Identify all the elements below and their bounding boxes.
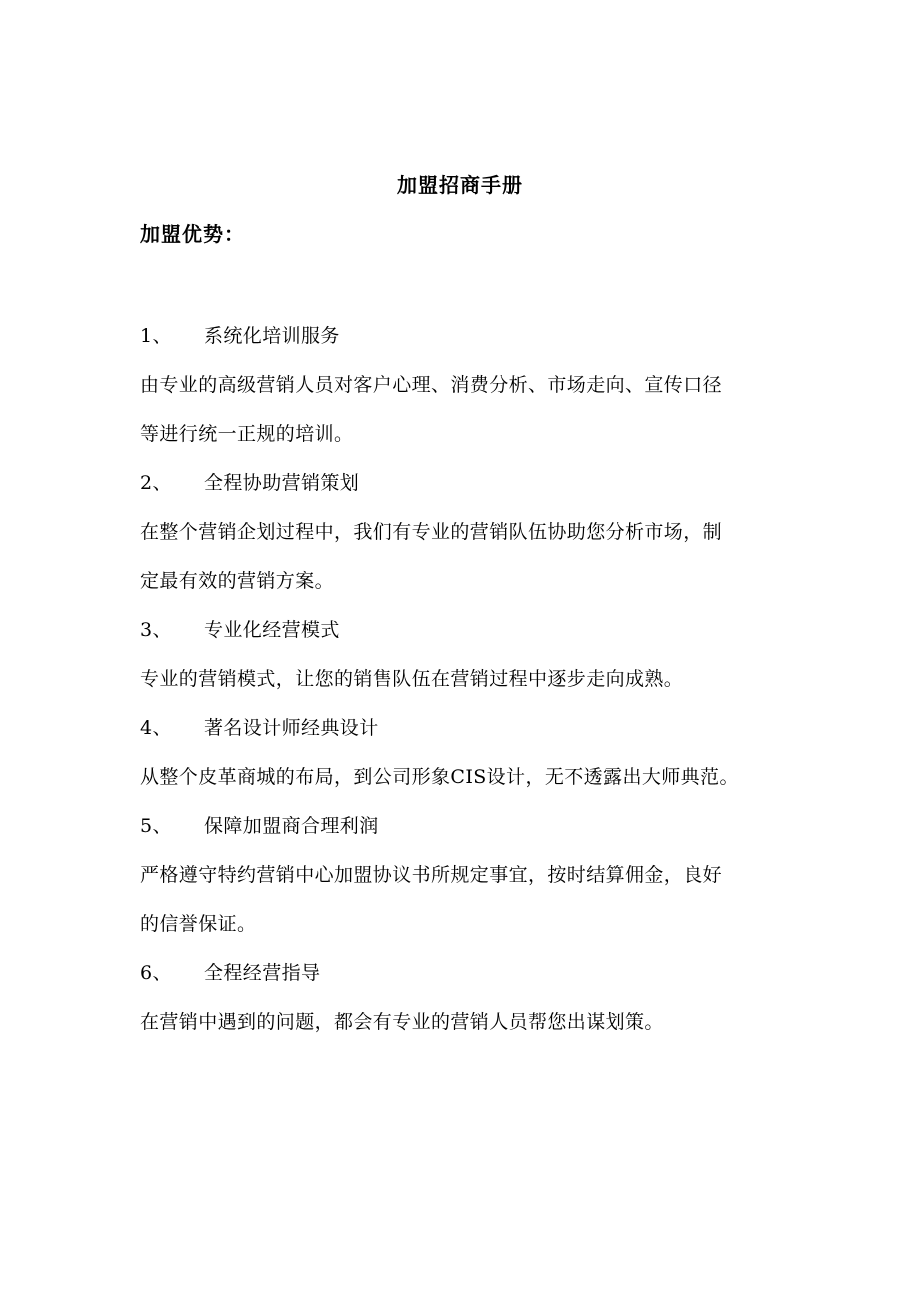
- advantage-heading: [140, 802, 785, 851]
- advantage-description-line: 由专业的高级营销人员对客户心理、消费分析、市场走向、宣传口径: [140, 374, 723, 396]
- advantage-item: [140, 949, 785, 1047]
- advantage-number: 5、: [140, 815, 172, 837]
- advantage-description-line: 定最有效的营销方案。: [140, 570, 335, 592]
- advantage-description-line: 等进行统一正规的培训。: [140, 423, 354, 445]
- advantage-heading: [140, 704, 785, 753]
- advantage-description-line: 严格遵守特约营销中心加盟协议书所规定事宜，按时结算佣金，良好: [140, 864, 723, 886]
- advantage-title: 系统化培训服务: [204, 325, 340, 347]
- advantage-description-line: 在营销中遇到的问题，都会有专业的营销人员帮您出谋划策。: [140, 1011, 664, 1033]
- advantage-description-line: 的信誉保证。: [140, 913, 257, 935]
- advantage-description-line: 专业的营销模式，让您的销售队伍在营销过程中逐步走向成熟。: [140, 668, 684, 690]
- advantage-number: 3、: [140, 619, 172, 641]
- advantage-heading: [140, 312, 785, 361]
- advantage-description-line: 从整个皮革商城的布局，到公司形象CIS设计，无不透露出大师典范。: [140, 766, 739, 788]
- advantage-item: [140, 704, 785, 802]
- section-heading: 加盟优势：: [140, 222, 245, 246]
- advantage-title: 全程协助营销策划: [204, 472, 360, 494]
- advantage-item: [140, 606, 785, 704]
- advantage-title: 保障加盟商合理利润: [204, 815, 379, 837]
- advantage-description-line: 在整个营销企划过程中，我们有专业的营销队伍协助您分析市场，制: [140, 521, 723, 543]
- advantage-number: 4、: [140, 717, 172, 739]
- advantage-number: 2、: [140, 472, 172, 494]
- advantage-title: 专业化经营模式: [204, 619, 340, 641]
- advantage-title: 全程经营指导: [204, 962, 321, 984]
- advantage-item: [140, 459, 785, 606]
- advantage-heading: [140, 606, 785, 655]
- advantages-list: [140, 312, 785, 1047]
- advantage-item: [140, 802, 785, 949]
- advantage-number: 6、: [140, 962, 172, 984]
- advantage-title: 著名设计师经典设计: [204, 717, 379, 739]
- advantage-heading: [140, 459, 785, 508]
- advantage-item: [140, 312, 785, 459]
- advantage-heading: [140, 949, 785, 998]
- document-title: 加盟招商手册: [397, 173, 523, 197]
- advantage-number: 1、: [140, 325, 172, 347]
